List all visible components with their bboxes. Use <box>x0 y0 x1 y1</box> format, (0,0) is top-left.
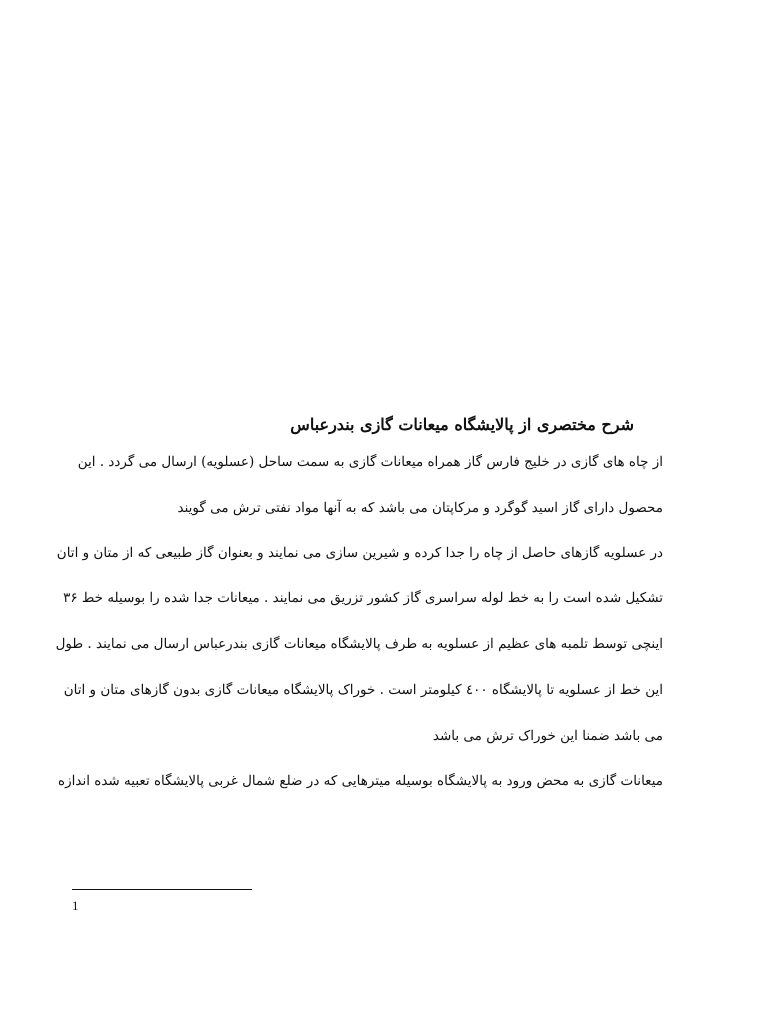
paragraph-line-2: محصول دارای گاز اسید گوگرد و مرکاپتان می باشد که به آنها مواد نفتی ترش می گویند <box>177 500 663 516</box>
document-title: شرح مختصری از پالایشگاه میعانات گازی بندرعباس <box>290 415 634 434</box>
paragraph-line-3: در عسلویه گازهای حاصل از چاه را جدا کرده و شیرین سازی می نمایند و بعنوان گاز طبیعی که از متان و اتان <box>56 545 663 561</box>
paragraph-line-5: اینچی توسط تلمبه های عظیم از عسلویه به طرف پالایشگاه میعانات گازی بندرعباس ارسال می نمایند . طول <box>55 636 663 652</box>
paragraph-line-6: این خط از عسلویه تا پالایشگاه ٤٠٠ کیلومتر است . خوراک پالایشگاه میعانات گازی بدون گازهای متان و اتان <box>63 682 663 698</box>
paragraph-line-7: می باشد ضمنا این خوراک ترش می باشد <box>432 728 663 744</box>
paragraph-line-1: از چاه های گازی در خلیج فارس گاز همراه میعانات گازی به سمت ساحل (عسلویه) ارسال می گردد . این <box>77 454 663 470</box>
footnote-separator <box>72 889 252 890</box>
paragraph-line-8: میعانات گازی به محض ورود به پالایشگاه بوسیله میترهایی که در ضلع شمال غربی پالایشگاه تعبیه شده اندازه <box>58 773 663 789</box>
paragraph-line-4: تشکیل شده است را به خط لوله سراسری گاز کشور تزریق می نمایند . میعانات جدا شده را بوسیله خط ۳۶ <box>63 590 663 606</box>
footnote-number: 1 <box>72 898 79 913</box>
